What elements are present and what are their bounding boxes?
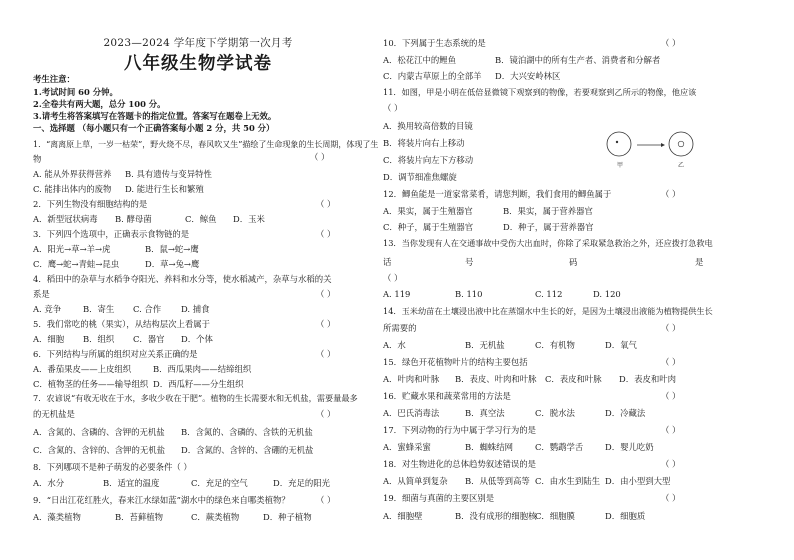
option: B．蜘蛛结网 — [465, 442, 514, 452]
view-circle-jia — [607, 132, 631, 156]
option: C．鲸鱼 — [185, 214, 217, 224]
notice-item: 1.考试时间 60 分钟。 — [33, 87, 118, 97]
option: B. 110 — [455, 289, 483, 299]
option: C．表皮和叶脉 — [545, 374, 602, 384]
option: C．器官 — [133, 334, 165, 344]
notice-item: 2.全卷共有两大题，总分 100 分。 — [33, 99, 166, 109]
question-stem: 14．玉米幼苗在土壤浸出液中比在蒸馏水中生长的好，是因为土壤浸出液能为植物提供生长 — [383, 306, 713, 316]
label-yi: 乙 — [678, 162, 685, 169]
answer-paren: （ ） — [316, 319, 336, 329]
option: A．水分 — [33, 478, 65, 488]
option: D．冷藏法 — [605, 408, 646, 418]
option: D．草→兔→鹰 — [145, 259, 200, 269]
question-stem: 18．对生物进化的总体趋势叙述错误的是 — [383, 459, 537, 469]
option: D．含氮的、含锌的、含硼的无机盐 — [181, 445, 314, 455]
question-stem: 8．下列哪项不是种子萌发的必要条件（ ） — [33, 462, 192, 472]
question-stem: 3．下列四个选项中，正确表示食物链的是 — [33, 229, 190, 239]
option: D. 捕食 — [181, 304, 210, 314]
option: B．西瓜果肉——结缔组织 — [153, 364, 252, 374]
option: C. 合作 — [133, 304, 162, 314]
question-stem: 物 — [33, 154, 42, 164]
answer-paren: （ ） — [661, 391, 681, 401]
label-jia: 甲 — [617, 162, 624, 169]
option: C．细胞膜 — [535, 511, 575, 521]
option: D．由小型到大型 — [605, 476, 671, 486]
answer-paren: （ ） — [316, 229, 336, 239]
answer-paren: （ ） — [316, 289, 336, 299]
question-stem: 9．“日出江花红胜火，春来江水绿如蓝”湖水中的绿色来自哪类植物？ — [33, 495, 290, 505]
option: A．阳光→草→羊→虎 — [33, 244, 111, 254]
answer-paren: （ ） — [316, 199, 336, 209]
question-stem: 11．如图，甲是小明在低倍显微镜下观察到的物像，若要观察到乙所示的物像，他应该 — [383, 87, 697, 97]
question-stem: 的无机盐是 — [33, 409, 75, 419]
option: D．种子植物 — [263, 512, 312, 522]
answer-paren: （ ） — [661, 323, 681, 333]
question-stem: 7．农谚说“有收无收在于水，多收少收在于肥”。植物的生长需要水和无机盐，需要量最多 — [33, 393, 358, 403]
question-stem: 5．我们常吃的桃（果实），从结构层次上看属于 — [33, 319, 211, 329]
question-stem: 13．当你发现有人在交通事故中受伤大出血时，你除了采取紧急救治之外，还应拨打急救电 — [383, 238, 713, 248]
answer-paren: （ ） — [316, 495, 336, 505]
option: A．果实，属于生殖器官 — [383, 206, 473, 216]
option: C．蕨类植物 — [191, 512, 240, 522]
question-stem-word: 码 — [569, 257, 578, 267]
exam-year-term: 2023—2024 学年度下学期第一次月考 — [103, 37, 293, 49]
left-column — [33, 0, 379, 560]
option: C．由水生到陆生 — [535, 476, 601, 486]
option: B．真空法 — [465, 408, 505, 418]
answer-paren: （ ） — [316, 409, 336, 419]
option: A．新型冠状病毒 — [33, 214, 98, 224]
option: A．蜜蜂采蜜 — [383, 442, 431, 452]
question-stem: 19．细菌与真菌的主要区别是 — [383, 493, 495, 503]
specimen-dot-large — [678, 141, 684, 147]
specimen-dot — [616, 141, 618, 143]
option: B．寄生 — [83, 304, 115, 314]
option: B．含氮的、含磷的、含铁的无机盐 — [181, 427, 313, 437]
answer-paren: （ ） — [383, 273, 403, 283]
answer-paren: （ ） — [661, 425, 681, 435]
option: B．将装片向右上移动 — [383, 138, 465, 148]
notice-item: 3.请考生将答案填写在答题卡的指定位置。答案写在题卷上无效。 — [33, 111, 277, 121]
option: A．叶肉和叶脉 — [383, 374, 440, 384]
option: A．细胞 — [33, 334, 65, 344]
question-stem-word: 是 — [695, 257, 704, 267]
option: D．个体 — [181, 334, 213, 344]
question-stem: 15．绿色开花植物叶片的结构主要包括 — [383, 357, 528, 367]
option: B．无机盐 — [465, 340, 505, 350]
option: D．西瓜籽——分生组织 — [153, 379, 244, 389]
answer-paren: （ ） — [661, 493, 681, 503]
answer-paren: （ ） — [383, 103, 403, 113]
question-stem: 17．下列动物的行为中属于学习行为的是 — [383, 425, 537, 435]
option: C．种子，属于生殖器官 — [383, 222, 474, 232]
option: B．适宜的温度 — [103, 478, 160, 488]
option: B．苔藓植物 — [115, 512, 164, 522]
option: B．鼠→蛇→鹰 — [145, 244, 199, 254]
option: C．植物茎的任务——输导组织 — [33, 379, 149, 389]
option: A．巴氏消毒法 — [383, 408, 440, 418]
question-stem: 2．下列生物没有细胞结构的是 — [33, 199, 148, 209]
option: C．鹦鹉学舌 — [535, 442, 584, 452]
option: A．换用较高倍数的目镜 — [383, 121, 473, 131]
answer-paren: （ ） — [661, 38, 681, 48]
option: C．脱水法 — [535, 408, 575, 418]
option: A．番茄果皮——上皮组织 — [33, 364, 132, 374]
option: A. 119 — [383, 289, 411, 299]
option: B．从低等到高等 — [465, 476, 530, 486]
option: A．从简单到复杂 — [383, 476, 448, 486]
question-stem: 所需要的 — [383, 323, 417, 333]
option: D. 120 — [593, 289, 621, 299]
question-stem: 12．鲫鱼能是一道家常菜肴，请您判断，我们食用的鲫鱼属于 — [383, 189, 612, 199]
option: D. 能进行生长和繁殖 — [125, 184, 204, 194]
question-stem: 1．“离离原上草，一岁一枯荣”，野火烧不尽，春风吹又生”描绘了生命现象的生长周期，体现了生 — [33, 140, 379, 149]
option: D．表皮和叶肉 — [619, 374, 676, 384]
question-stem-word: 号 — [465, 257, 474, 267]
option: D．玉米 — [233, 214, 265, 224]
option: A．松花江中的鲤鱼 — [383, 55, 457, 65]
option: C．充足的空气 — [191, 478, 248, 488]
option: A. 竞争 — [33, 304, 62, 314]
answer-paren: （ ） — [310, 152, 330, 162]
answer-paren: （ ） — [661, 357, 681, 367]
option: D．婴儿吃奶 — [605, 442, 654, 452]
question-stem: 6．下列结构与所属的组织对应关系正确的是 — [33, 349, 198, 359]
option: D．大兴安岭林区 — [495, 71, 561, 81]
option: C．鹰→蛇→青蛙→昆虫 — [33, 259, 120, 269]
exam-title: 八年级生物学试卷 — [124, 54, 272, 74]
option: B. 酵母菌 — [115, 214, 152, 224]
option: C．内蒙古草原上的全部羊 — [383, 71, 482, 81]
option: C．有机物 — [535, 340, 575, 350]
option: D．氧气 — [605, 340, 637, 350]
section-heading: 一、选择题 （每小题只有一个正确答案每小题 2 分，共 50 分） — [33, 123, 275, 133]
option: C．含氮的、含锌的、含钾的无机盐 — [33, 445, 166, 455]
option: B．表皮、叶肉和叶脉 — [455, 374, 537, 384]
microscope-view-diagram — [605, 128, 715, 170]
option: A．细胞壁 — [383, 511, 423, 521]
answer-paren: （ ） — [316, 349, 336, 359]
view-circle-yi — [669, 132, 693, 156]
notice-heading: 考生注意： — [33, 74, 75, 84]
option: A．水 — [383, 340, 406, 350]
option: B．果实，属于营养器官 — [503, 206, 593, 216]
answer-paren: （ ） — [661, 459, 681, 469]
option: D．调节细准焦螺旋 — [383, 172, 457, 182]
option: A. 能从外界获得营养 — [33, 169, 112, 179]
answer-paren: （ ） — [661, 189, 681, 199]
question-stem: 16．贮藏水果和蔬菜常用的方法是 — [383, 391, 511, 401]
option: D．细胞质 — [605, 511, 646, 521]
arrow-head-icon — [661, 143, 665, 147]
question-stem: 10．下列属于生态系统的是 — [383, 38, 486, 48]
option: A．含氮的、含磷的、含钾的无机盐 — [33, 427, 165, 437]
option: B．没有成形的细胞核 — [455, 511, 537, 521]
option: B. 具有遗传与变异特性 — [125, 169, 212, 179]
option: D．种子，属于营养器官 — [503, 222, 594, 232]
option: B．组织 — [83, 334, 115, 344]
option: C. 能排出体内的废物 — [33, 184, 112, 194]
right-column — [383, 0, 713, 560]
question-stem-word: 话 — [383, 257, 392, 267]
option: B．镜泊湖中的所有生产者、消费者和分解者 — [495, 55, 661, 65]
option: C. 112 — [535, 289, 563, 299]
option: D．充足的阳光 — [273, 478, 330, 488]
question-stem: 4．稻田中的杂草与水稻争夺阳光、养料和水分等，使水稻减产，杂草与水稻的关 — [33, 274, 332, 284]
option: C．将装片向左下方移动 — [383, 155, 474, 165]
question-stem: 系是 — [33, 289, 50, 299]
option: A．藻类植物 — [33, 512, 81, 522]
